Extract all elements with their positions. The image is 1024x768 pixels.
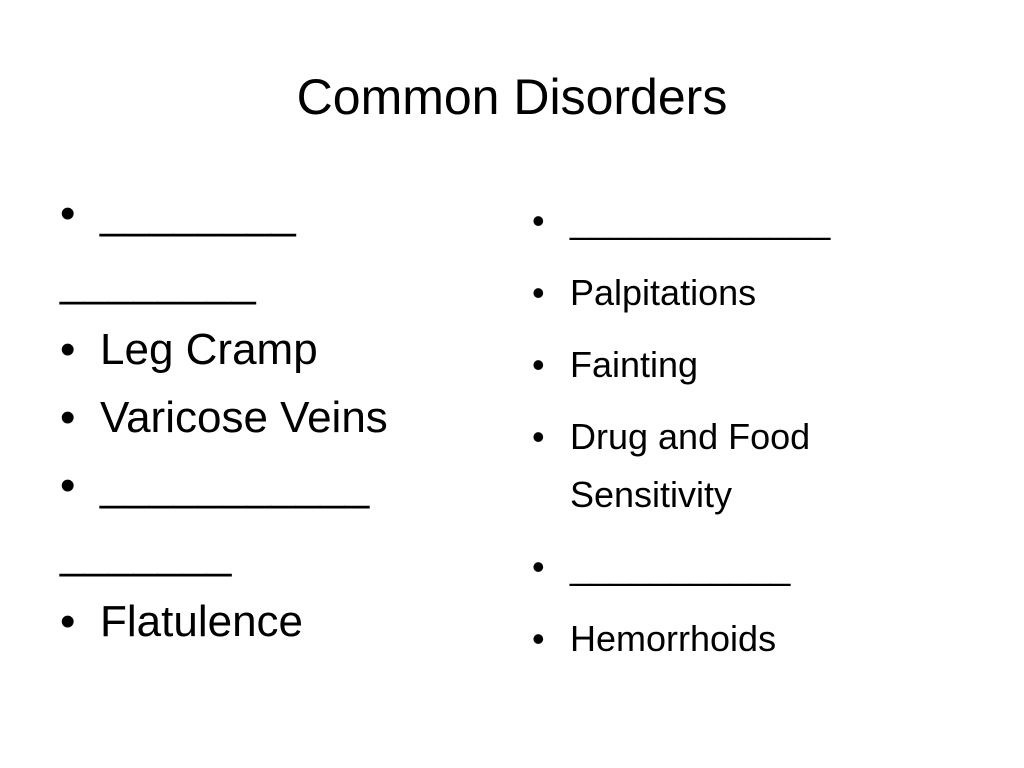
list-item [60,384,470,452]
list-item-blank [60,452,470,588]
list-item-blank [532,538,952,596]
bullet-icon: • [60,325,76,374]
right-bullet-list [532,192,952,682]
slide-title: Common Disorders [296,69,728,125]
list-item-text: Varicose Veins [100,393,388,442]
list-item-blank [60,180,470,316]
list-item-text: Drug and Food Sensitivity [570,416,811,515]
list-item-text: ___________ [570,546,791,587]
bullet-icon: • [60,189,76,238]
bullet-icon: • [60,393,76,442]
list-item [60,316,470,384]
list-item-text: ________ ________ [60,189,296,306]
bullet-icon: • [532,618,545,659]
bullet-icon: • [532,344,545,385]
list-item [532,408,952,524]
list-item-text: Hemorrhoids [570,618,777,659]
list-item-text: Flatulence [100,597,304,646]
list-item-text: Palpitations [570,272,757,313]
list-item-text: _____________ [570,200,831,241]
bullet-icon: • [532,272,545,313]
list-item-text: Leg Cramp [100,325,318,374]
list-item-text: Fainting [570,344,699,385]
bullet-icon: • [532,200,545,241]
list-item-text: ___________ _______ [60,461,370,578]
bullet-icon: • [532,416,545,457]
list-item [532,264,952,322]
bullet-icon: • [60,597,76,646]
list-item-blank [532,192,952,250]
list-item [532,610,952,668]
bullet-icon: • [532,546,545,587]
left-bullet-list [60,180,470,656]
list-item [532,336,952,394]
bullet-icon: • [60,461,76,510]
list-item [60,588,470,656]
